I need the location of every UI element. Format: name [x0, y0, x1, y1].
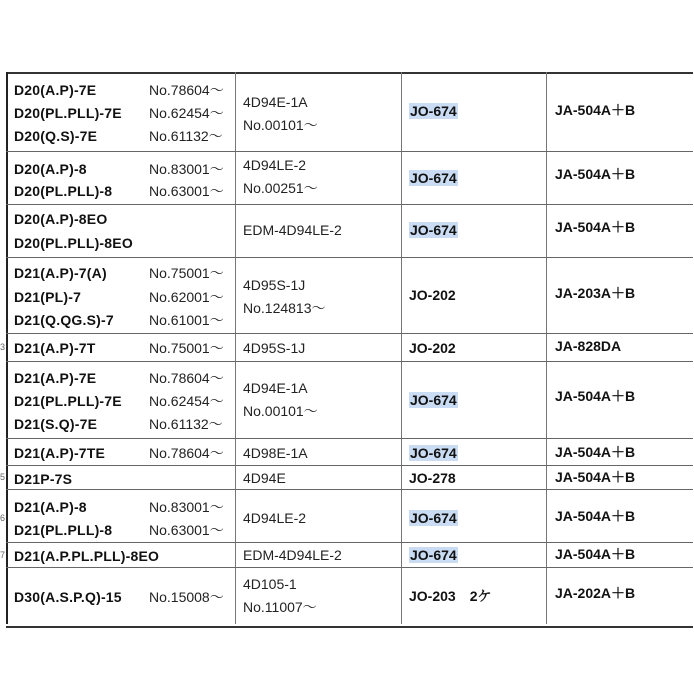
part-number: JO-202	[409, 340, 456, 356]
engine-serial: No.00101～	[243, 117, 318, 133]
engine-serial: No.124813～	[243, 300, 326, 316]
engine-model: 4D94E	[243, 470, 286, 486]
serial-number: No.62454～	[149, 105, 224, 121]
serial-number: No.75001～	[149, 340, 224, 356]
row-divider	[6, 438, 693, 439]
model-name: D21(A.P)-7TE	[14, 445, 106, 461]
part-number	[409, 589, 492, 603]
model-name: D21(A.P.PL.PLL)-8EO	[14, 548, 160, 564]
model-name: D21(PL.PLL)-8	[14, 522, 113, 538]
cross-reference: JA-202A＋B	[555, 585, 636, 601]
engine-model: 4D94E-1A	[243, 380, 308, 396]
row-divider	[6, 151, 693, 152]
row-divider	[6, 465, 693, 466]
model-name: D20(Q.S)-7E	[14, 128, 98, 144]
cross-reference: JA-828DA	[555, 338, 622, 354]
model-name: D20(A.P)-8EO	[14, 211, 108, 227]
model-name: D21(A.P)-7E	[14, 370, 97, 386]
part-number: JO-278	[409, 470, 456, 486]
cross-reference: JA-504A＋B	[555, 508, 636, 524]
row-divider	[6, 257, 693, 258]
row-divider	[6, 489, 693, 490]
model-name: D21(A.P)-7T	[14, 340, 96, 356]
engine-model: 4D105-1	[243, 576, 297, 592]
cross-reference: JA-504A＋B	[555, 388, 636, 404]
engine-serial: No.00101～	[243, 403, 318, 419]
model-name: D20(A.P)-8	[14, 161, 87, 177]
serial-number: No.83001～	[149, 161, 224, 177]
engine-model: 4D94LE-2	[243, 157, 307, 173]
row-divider	[6, 204, 693, 205]
serial-number: No.75001～	[149, 265, 224, 281]
cross-reference: JA-504A＋B	[555, 102, 636, 118]
engine-model: 4D94E-1A	[243, 94, 308, 110]
row-divider	[6, 542, 693, 543]
part-number: JO-674	[410, 392, 457, 408]
serial-number: No.78604～	[149, 370, 224, 386]
row-divider	[6, 361, 693, 362]
margin-mark: 3	[0, 342, 6, 352]
engine-model: EDM-4D94LE-2	[243, 222, 342, 238]
model-name: D20(PL.PLL)-7E	[14, 105, 122, 121]
model-name: D21(A.P)-7(A)	[14, 265, 107, 281]
part-quantity: 2ケ	[469, 588, 492, 604]
cross-reference: JA-504A＋B	[555, 444, 636, 460]
model-name: D20(PL.PLL)-8EO	[14, 235, 133, 251]
engine-model: 4D98E-1A	[243, 445, 308, 461]
model-name: D21(PL.PLL)-7E	[14, 393, 122, 409]
model-name: D20(A.P)-7E	[14, 82, 97, 98]
part-number: JO-202	[409, 287, 456, 303]
engine-serial: No.11007～	[243, 599, 317, 615]
serial-number: No.63001～	[149, 522, 224, 538]
margin-mark: 7	[0, 550, 6, 560]
model-name: D21(Q.QG.S)-7	[14, 312, 114, 328]
serial-number: No.61001～	[149, 312, 224, 328]
model-name: D30(A.S.P.Q)-15	[14, 589, 122, 605]
model-name: D21(PL)-7	[14, 289, 82, 305]
engine-serial: No.00251～	[243, 180, 318, 196]
cross-reference: JA-504A＋B	[555, 546, 636, 562]
cross-reference: JA-203A＋B	[555, 285, 636, 301]
serial-number: No.83001～	[149, 499, 224, 515]
model-name: D21(A.P)-8	[14, 499, 87, 515]
serial-number: No.62001～	[149, 289, 224, 305]
model-name: D21(S.Q)-7E	[14, 416, 98, 432]
engine-model: 4D95S-1J	[243, 277, 306, 293]
serial-number: No.78604～	[149, 82, 224, 98]
cross-reference: JA-504A＋B	[555, 469, 636, 485]
margin-mark: 5	[0, 472, 6, 482]
cross-reference: JA-504A＋B	[555, 219, 636, 235]
part-number: JO-674	[410, 170, 457, 186]
part-number: JO-674	[410, 510, 457, 526]
part-number: JO-674	[410, 445, 457, 461]
engine-model: 4D94LE-2	[243, 510, 307, 526]
serial-number: No.61132～	[149, 416, 223, 432]
serial-number: No.15008～	[149, 589, 224, 605]
engine-model: 4D95S-1J	[243, 340, 306, 356]
part-number: JO-674	[410, 103, 457, 119]
margin-mark: 6	[0, 513, 6, 523]
serial-number: No.62454～	[149, 393, 224, 409]
row-divider	[6, 567, 693, 568]
serial-number: No.63001～	[149, 183, 224, 199]
serial-number: No.61132～	[149, 128, 223, 144]
part-number: JO-674	[410, 547, 457, 563]
row-divider	[6, 333, 693, 334]
serial-number: No.78604～	[149, 445, 224, 461]
part-code: JO-203	[409, 588, 456, 604]
cross-reference: JA-504A＋B	[555, 166, 636, 182]
model-name: D20(PL.PLL)-8	[14, 183, 113, 199]
engine-model: EDM-4D94LE-2	[243, 547, 342, 563]
part-number: JO-674	[410, 222, 457, 238]
model-name: D21P-7S	[14, 471, 73, 487]
